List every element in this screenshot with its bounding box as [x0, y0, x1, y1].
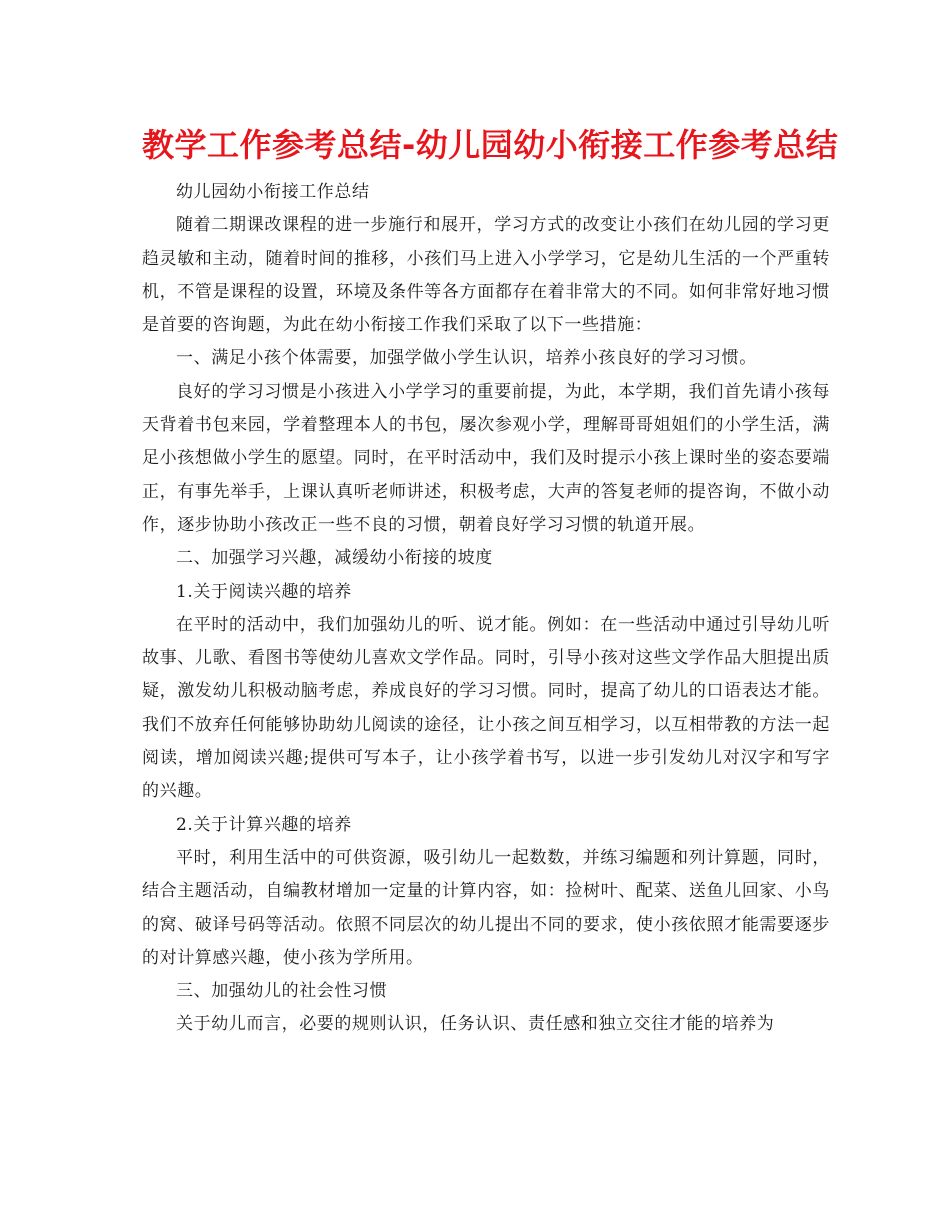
document-body: [142, 176, 830, 1042]
document-title: 教学工作参考总结-幼儿园幼小衔接工作参考总结: [142, 126, 839, 164]
subsection-heading: 2.关于计算兴趣的培养: [176, 814, 352, 835]
section-heading: 三、加强幼儿的社会性习惯: [176, 981, 388, 1002]
section-heading: 二、加强学习兴趣，减缓幼小衔接的坡度: [176, 548, 493, 569]
body-paragraph: 平时，利用生活中的可供资源，吸引幼儿一起数数，并练习编题和列计算题，同时，结合主题活动，自编教材增加一定量的计算内容，如：捡树叶、配菜、送鱼儿回家、小鸟的窝、破译号码等活动。依照不同层次的幼儿提出不同的要求，使小孩依照才能需要逐步的对计算感兴趣，使小孩为学所用。: [142, 847, 830, 968]
body-paragraph: 随着二期课改课程的进一步施行和展开，学习方式的改变让小孩们在幼儿园的学习更趋灵敏和主动，随着时间的推移，小孩们马上进入小学学习，它是幼儿生活的一个严重转机，不管是课程的设置，环境及条件等各方面都存在着非常大的不同。如何非常好地习惯是首要的咨询题，为此在幼小衔接工作我们采取了以下一些措施：: [142, 215, 830, 336]
body-paragraph: 在平时的活动中，我们加强幼儿的听、说才能。例如：在一些活动中通过引导幼儿听故事、儿歌、看图书等使幼儿喜欢文学作品。同时，引导小孩对这些文学作品大胆提出质疑，激发幼儿积极动脑考虑，养成良好的学习习惯。同时，提高了幼儿的口语表达才能。我们不放弃任何能够协助幼儿阅读的途径，让小孩之间互相学习，以互相带教的方法一起阅读，增加阅读兴趣;提供可写本子，让小孩学着书写，以进一步引发幼儿对汉字和写字的兴趣。: [142, 614, 830, 802]
body-paragraph: 良好的学习习惯是小孩进入小学学习的重要前提，为此，本学期，我们首先请小孩每天背着书包来园，学着整理本人的书包，屡次参观小学，理解哥哥姐姐们的小学生活，满足小孩想做小学生的愿望。同时，在平时活动中，我们及时提示小孩上课时坐的姿态要端正，有事先举手，上课认真听老师讲述，积极考虑，大声的答复老师的提咨询，不做小动作，逐步协助小孩改正一些不良的习惯，朝着良好学习习惯的轨道开展。: [142, 381, 830, 535]
body-paragraph: 关于幼儿而言，必要的规则认识，任务认识、责任感和独立交往才能的培养为: [176, 1014, 775, 1035]
section-heading: 一、满足小孩个体需要，加强学做小学生认识，培养小孩良好的学习习惯。: [176, 348, 757, 369]
subsection-heading: 1.关于阅读兴趣的培养: [176, 581, 352, 602]
subtitle-paragraph: 幼儿园幼小衔接工作总结: [176, 182, 370, 202]
